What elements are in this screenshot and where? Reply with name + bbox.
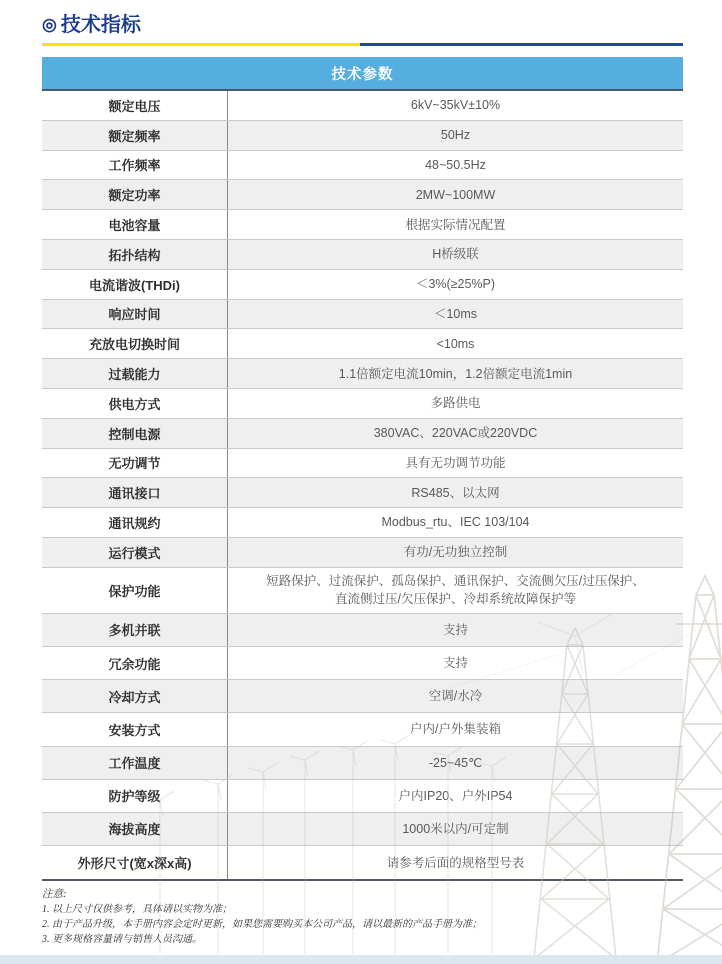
row-value: 1000米以内/可定制	[402, 821, 509, 836]
notes-list	[42, 902, 683, 947]
row-label: 额定频率	[42, 121, 228, 150]
table-row	[42, 568, 683, 614]
table-row	[42, 180, 683, 210]
row-value: 户内IP20、户外IP54	[398, 788, 513, 803]
divider-blue-segment	[360, 43, 683, 45]
row-label: 通讯接口	[42, 478, 228, 507]
page-title: 技术指标	[60, 14, 141, 36]
row-value: 1.1倍额定电流10min，1.2倍额定电流1min	[338, 366, 573, 381]
notes-heading: 注意:	[42, 889, 67, 901]
content	[42, 0, 683, 947]
table-row	[42, 240, 683, 270]
bottom-bar	[0, 955, 722, 964]
row-label: 多机并联	[42, 614, 228, 646]
note-item: 1. 以上尺寸仅供参考，具体请以实物为准；	[42, 904, 232, 916]
table-row	[42, 389, 683, 419]
notes	[42, 887, 683, 947]
table-row	[42, 780, 683, 813]
row-label: 安装方式	[42, 713, 228, 745]
table-row	[42, 478, 683, 508]
table-row	[42, 747, 683, 780]
row-label: 通讯规约	[42, 508, 228, 537]
table-row	[42, 419, 683, 449]
row-value: ＜10ms	[433, 306, 478, 321]
table-row	[42, 151, 683, 181]
row-label: 防护等级	[42, 780, 228, 812]
row-label: 控制电源	[42, 419, 228, 448]
row-label: 过载能力	[42, 359, 228, 388]
note-item: 3. 更多规格容量请与销售人员沟通。	[42, 934, 202, 946]
row-value: ＜3%(≥25%P)	[415, 277, 496, 292]
table-row	[42, 508, 683, 538]
table-row	[42, 538, 683, 568]
row-value: 请参考后面的规格型号表	[386, 855, 525, 870]
row-value: 2MW~100MW	[415, 187, 496, 202]
row-value: 有功/无功独立控制	[403, 545, 508, 560]
row-value: 50Hz	[440, 128, 471, 143]
spec-table	[42, 57, 683, 881]
table-row	[42, 647, 683, 680]
row-value: 380VAC、220VAC或220VDC	[373, 426, 538, 441]
table-row	[42, 449, 683, 479]
row-label: 工作频率	[42, 151, 228, 180]
section-bullet-icon: ◎	[42, 15, 57, 34]
row-label: 响应时间	[42, 300, 228, 329]
row-label: 冷却方式	[42, 680, 228, 712]
row-label: 电池容量	[42, 210, 228, 239]
row-label: 保护功能	[42, 568, 228, 613]
row-label: 冗余功能	[42, 647, 228, 679]
table-row	[42, 680, 683, 713]
divider-yellow-segment	[42, 43, 360, 46]
table-row	[42, 270, 683, 300]
row-label: 额定功率	[42, 180, 228, 209]
section-header	[42, 13, 683, 37]
table-row	[42, 300, 683, 330]
section-divider	[42, 43, 683, 46]
row-value: 短路保护、过流保护、孤岛保护、通讯保护、交流侧欠压/过压保护、直流侧过压/欠压保护、冷却系统故障保护等	[266, 574, 645, 607]
table-row	[42, 846, 683, 879]
row-label: 拓扑结构	[42, 240, 228, 269]
row-label: 额定电压	[42, 91, 228, 120]
table-row	[42, 91, 683, 121]
row-value: H桥级联	[432, 247, 479, 262]
table-row	[42, 713, 683, 746]
table-row	[42, 813, 683, 846]
table-header: 技术参数	[42, 57, 683, 91]
row-value: Modbus_rtu、IEC 103/104	[381, 515, 530, 530]
table-row	[42, 359, 683, 389]
row-label: 外形尺寸(宽x深x高)	[42, 846, 228, 879]
row-value: 支持	[442, 622, 468, 637]
table-row	[42, 329, 683, 359]
row-label: 海拔高度	[42, 813, 228, 845]
row-value: RS485、以太网	[411, 485, 500, 500]
row-value: <10ms	[436, 336, 475, 351]
row-value: 具有无功调节功能	[405, 455, 506, 470]
spec-table-rows	[42, 91, 683, 881]
row-label: 充放电切换时间	[42, 329, 228, 358]
row-label: 供电方式	[42, 389, 228, 418]
row-value: 户内/户外集装箱	[410, 722, 501, 737]
note-item: 2. 由于产品升级，本手册内容会定时更新，如果您需要购买本公司产品，请以最新的产品手册为准；	[42, 919, 482, 931]
table-row	[42, 614, 683, 647]
row-value: 多路供电	[430, 396, 481, 411]
table-row	[42, 121, 683, 151]
row-label: 无功调节	[42, 449, 228, 478]
row-value: 支持	[442, 655, 468, 670]
row-value: 空调/水冷	[428, 689, 483, 704]
row-value: 根据实际情况配置	[405, 217, 506, 232]
row-label: 电流谐波(THDi)	[42, 270, 228, 299]
row-value: 48~50.5Hz	[425, 157, 486, 172]
row-value: -25~45℃	[428, 755, 483, 770]
row-value: 6kV~35kV±10%	[410, 98, 501, 113]
table-row	[42, 210, 683, 240]
row-label: 工作温度	[42, 747, 228, 779]
row-label: 运行模式	[42, 538, 228, 567]
